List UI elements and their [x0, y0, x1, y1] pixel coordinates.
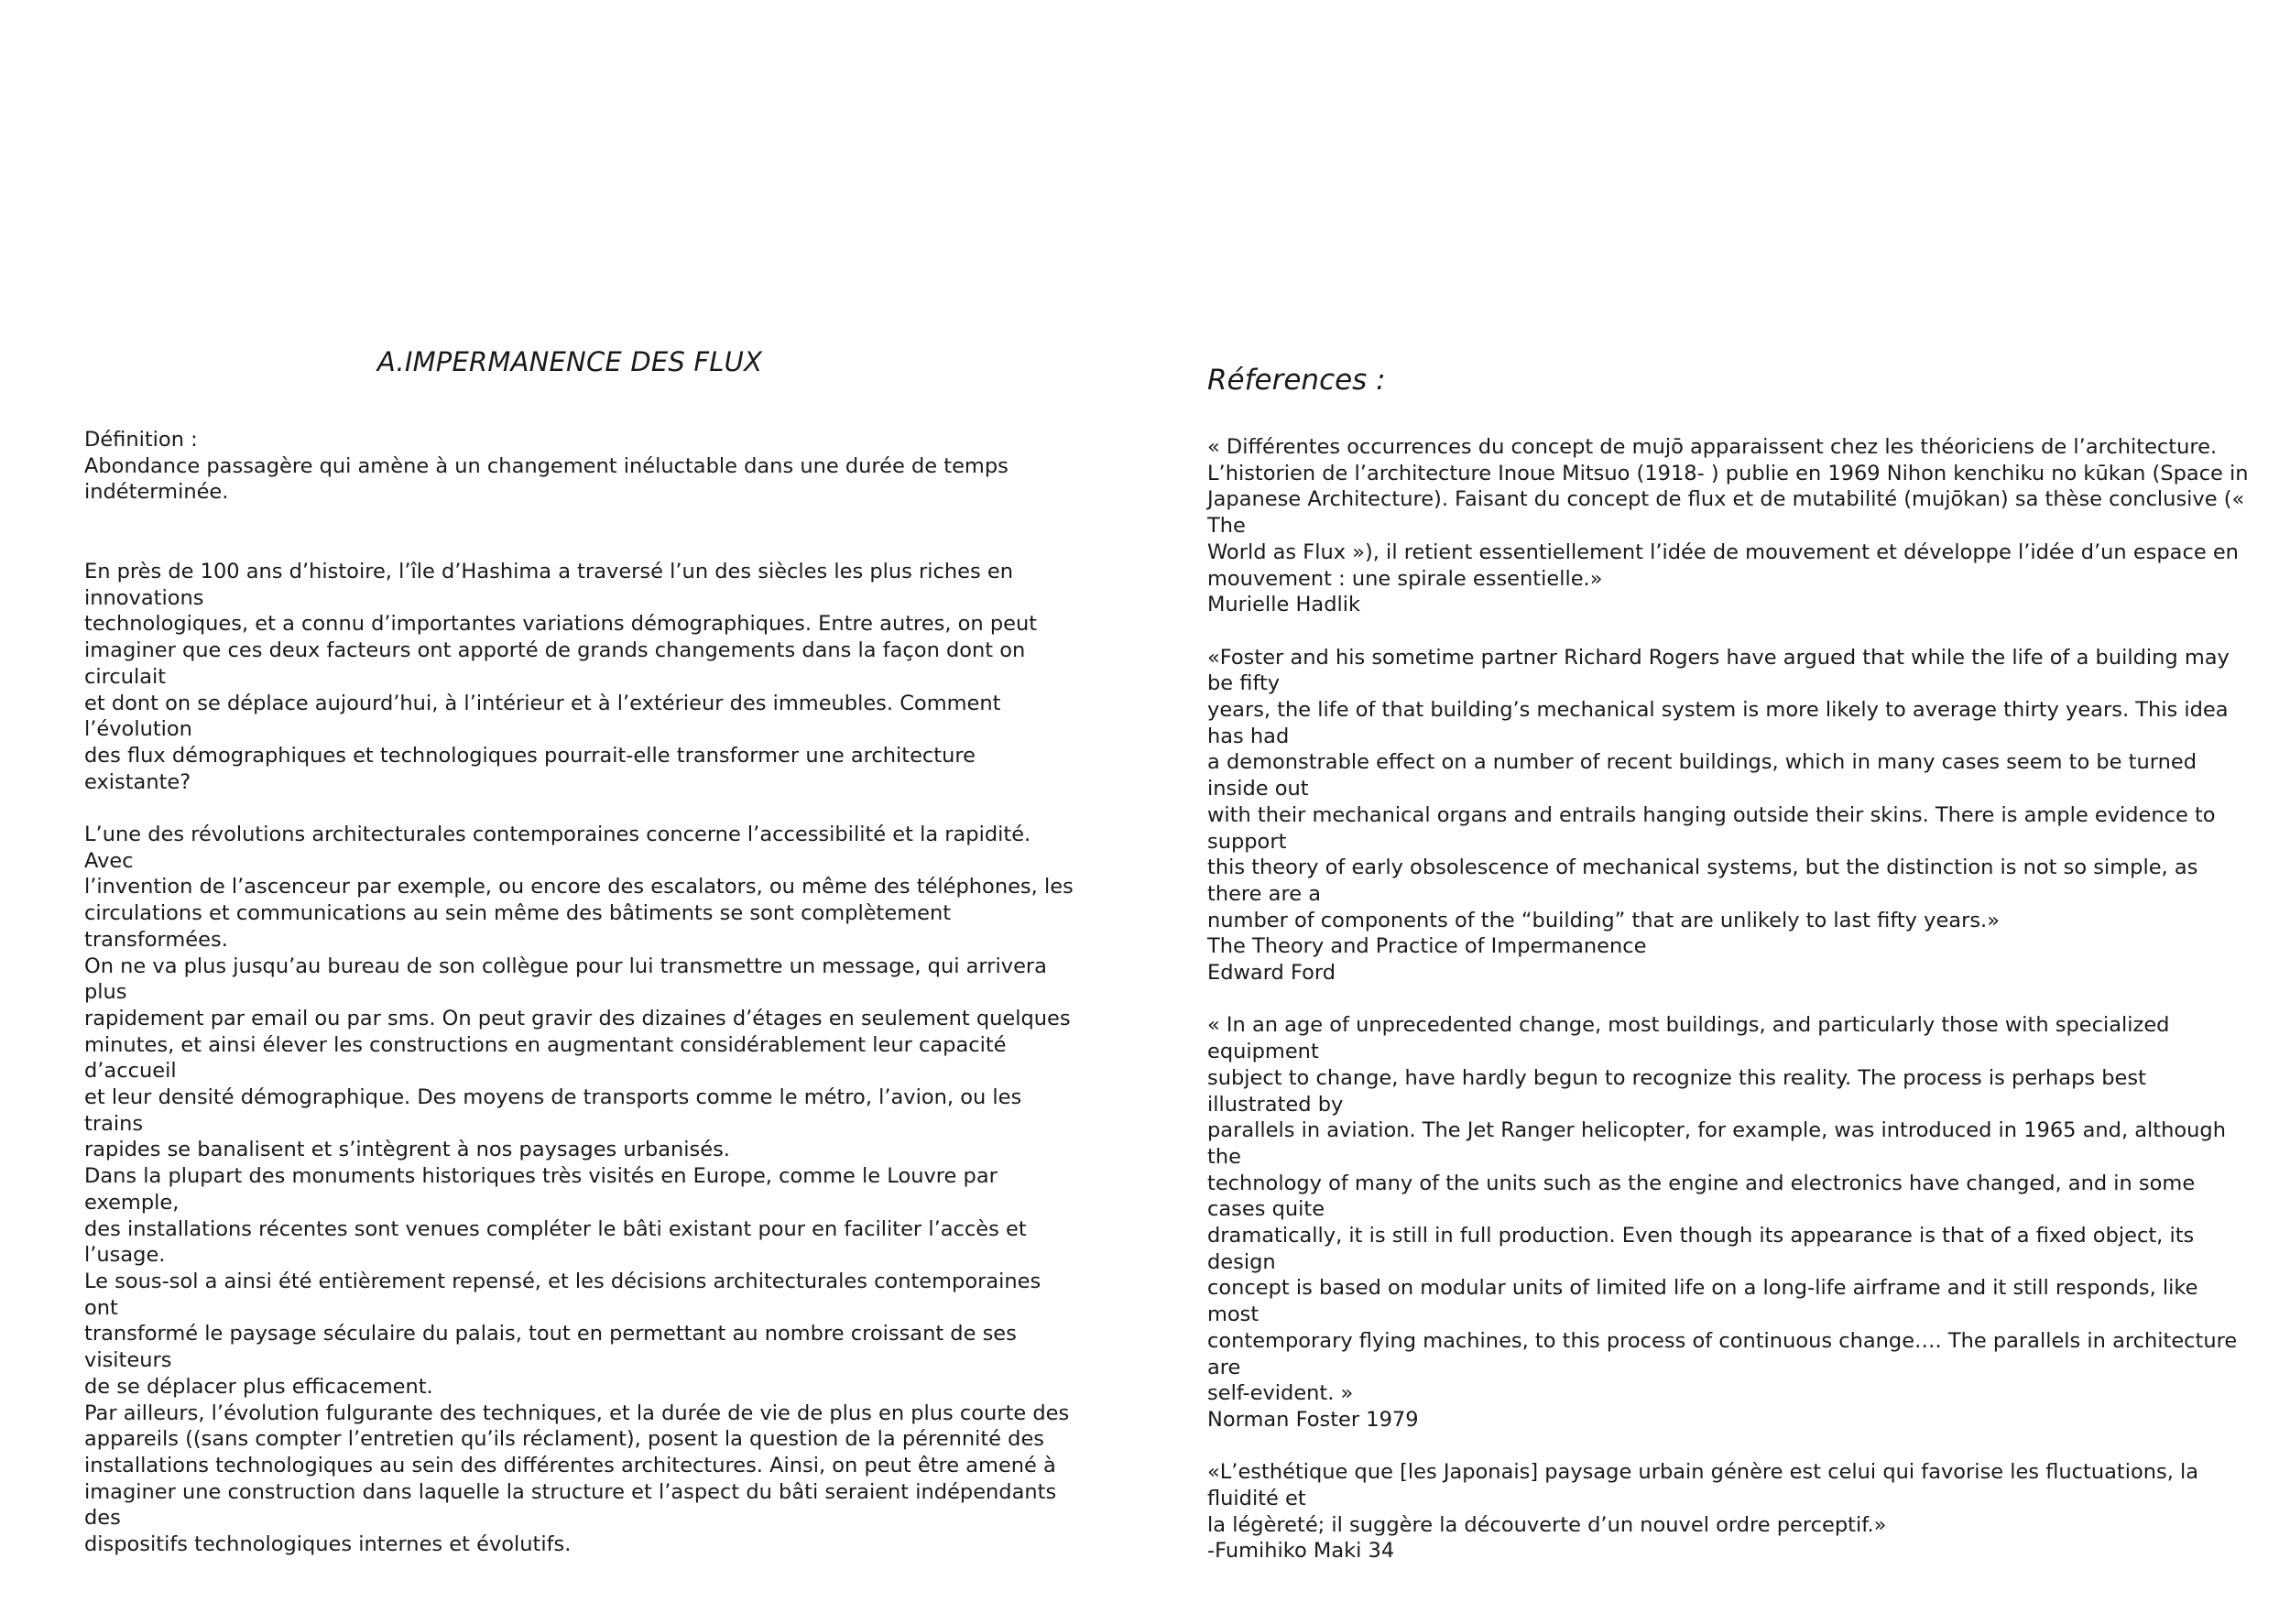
reference-quote-maki: «L’esthétique que [les Japonais] paysage urbain génère est celui qui favorise les fluctuations, la fluidité et la légèreté; il suggère la découverte d’un nouvel ordre perceptif.» -Fumihiko Maki 34 [1207, 1460, 2199, 1564]
references-list [1207, 434, 2252, 1591]
references-title: Réferences : [1207, 364, 1386, 397]
section-title: A.IMPERMANENCE DES FLUX [376, 346, 763, 377]
reference-quote-ford: «Foster and his sometime partner Richard Rogers have argued that while the life of a building may be fifty years, the life of that building’s mechanical system is more likely to average thirty years. This idea has had a demonstrable effect on a number of recent buildings, which in many cases seem to be turned inside out with their mechanical organs and entrails hanging outside their skins. There is ample evidence to support this theory of early obsolescence of mechanical systems, but the distinction is not so simple, as there are a number of components of the “building” that are unlikely to last fifty years.» The Theory and Practice of Impermanence Edward Ford [1207, 645, 2230, 986]
reference-quote-hadlik: « Différentes occurrences du concept de mujō apparaissent chez les théoriciens de l’architecture. L’historien de l’architecture Inoue Mitsuo (1918- ) publie en 1969 Nihon kenchiku no kūkan (Space in Japanese Architecture). Faisant du concept de flux et de mutabilité (mujōkan) sa thèse conclusive (« The World as Flux »), il retient essentiellement l’idée de mouvement et développe l’idée d’un espace en mouvement : une spirale essentielle.» Murielle Hadlik [1207, 435, 2249, 617]
definition-paragraph: Définition : Abondance passagère qui amène à un changement inéluctable dans une durée de temps indéterminée. [84, 428, 1009, 505]
body-paragraphs: En près de 100 ans d’histoire, l’île d’Hashima a traversé l’un des siècles les plus riches en innovations technologiques, et a connu d’importantes variations démographiques. Entre autres, on peut imaginer que ces deux facteurs ont apporté de grands changements dans la façon dont on circulait et dont on se déplace aujourd’hui, à l’intérieur et à l’extérieur des immeubles. Comment l’évolution des flux démographiques et technologiques pourrait-elle transformer une architecture existante? L’une des révolutions architecturales contemporaines concerne l’accessibilité et la rapidité. Avec l’invention de l’ascenceur par exemple, ou encore des escalators, ou même des téléphones, les circulations et communications au sein même des bâtiments se sont complètement transformées. On ne va plus jusqu’au bureau de son collègue pour lui transmettre un message, qui arrivera plus rapidement par email ou par sms. On peut gravir des dizaines d’étages en seulement quelques minutes, et ainsi élever les constructions en augmentant considérablement leur capacité d’accueil et leur densité démographique. Des moyens de transports comme le métro, l’avion, ou les trains rapides se banalisent et s’intègrent à nos paysages urbanisés. Dans la plupart des monuments historiques très visités en Europe, comme le Louvre par exemple, des installations récentes sont venues compléter le bâti existant pour en faciliter l’accès et l’usage. Le sous-sol a ainsi été entièrement repensé, et les décisions architecturales contemporaines ont transformé le paysage séculaire du palais, tout en permettant au nombre croissant de ses visiteurs de se déplacer plus efficacement. Par ailleurs, l’évolution fulgurante des techniques, et la durée de vie de plus en plus courte des appareils ((sans compter l’entretien qu’ils réclament), posent la question de la pérennité des installations technologiques au sein des différentes architectures. Ainsi, on peut être amené à imaginer une construction dans laquelle la structure et l’aspect du bâti seraient indépendants des dispositifs technologiques internes et évolutifs. [84, 560, 1074, 1557]
reference-quote-foster: « In an age of unprecedented change, most buildings, and particularly those with specialized equipment subject to change, have hardly begun to recognize this reality. The process is perhaps best illustrated by parallels in aviation. The Jet Ranger helicopter, for example, was introduced in 1965 and, although the technology of many of the units such as the engine and electronics have changed, and in some cases quite dramatically, it is still in full production. Even though its appearance is that of a fixed object, its design concept is based on modular units of limited life on a long-life airframe and it still responds, like most contemporary flying machines, to this process of continuous change…. The parallels in architecture are self-evident. » Norman Foster 1979 [1207, 1013, 2238, 1432]
